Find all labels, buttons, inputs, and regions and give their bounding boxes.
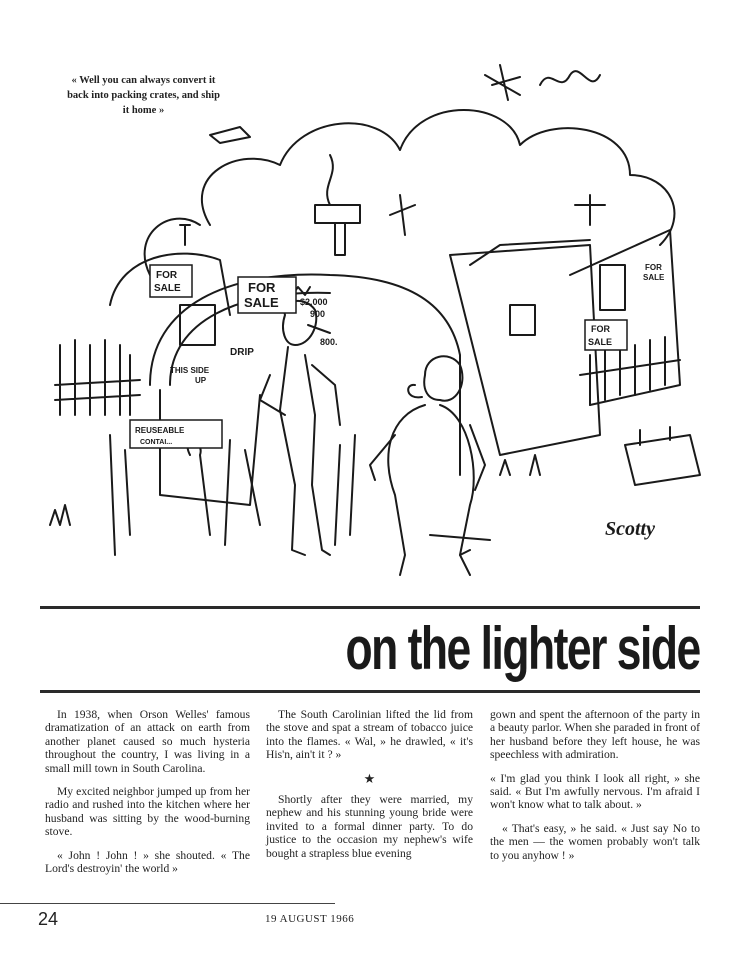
- price-tag-2: 900: [310, 309, 326, 319]
- svg-text:SALE: SALE: [588, 337, 613, 347]
- artist-signature: Scotty: [605, 518, 655, 540]
- svg-text:SALE: SALE: [244, 295, 279, 310]
- for-sale-sign-center: FOR: [248, 280, 276, 295]
- airplane: [485, 65, 520, 100]
- this-side-up-label: THIS SIDE: [170, 366, 210, 375]
- article-column-2: [266, 708, 473, 870]
- price-tag-1: $2.000: [300, 297, 328, 307]
- paragraph: « I'm glad you think I look all right, » she said. « But I'm awfully nervous. I'm afraid I won't know what to talk about. »: [490, 771, 700, 812]
- for-sale-sign-right: FOR: [591, 324, 610, 334]
- man-pointing: [370, 356, 485, 575]
- cartoon-caption: « Well you can always convert it back into packing crates, and ship it home »: [67, 75, 220, 116]
- price-tag-3: 800.: [320, 337, 338, 347]
- svg-text:CONTAI...: CONTAI...: [140, 439, 173, 446]
- article-column-1: [45, 708, 250, 885]
- for-sale-sign-far-right: FOR: [645, 263, 662, 272]
- for-sale-sign-left: FOR: [156, 270, 178, 281]
- drip-label: DRIP: [230, 347, 254, 358]
- paragraph: My excited neighbor jumped up from her radio and rushed into the kitchen where her husband was sitting by the wood-burning stove.: [45, 785, 250, 839]
- svg-text:UP: UP: [195, 376, 207, 385]
- page-number: 24: [38, 909, 59, 929]
- svg-text:SALE: SALE: [154, 283, 181, 294]
- cloud-outline: [202, 110, 675, 245]
- article-column-3: [490, 708, 700, 872]
- paragraph: Shortly after they were married, my nephew and his stunning young bride were invited to a formal dinner party. To do justice to the occasion my nephew's wife bought a strapless blue evening: [266, 793, 473, 860]
- crate: [625, 427, 700, 485]
- headline-rule-bottom: [40, 690, 700, 693]
- star-separator: ★: [363, 770, 376, 786]
- cartoon-illustration: [30, 55, 730, 595]
- man-smoking: [260, 287, 340, 555]
- picket-fence: [55, 340, 140, 415]
- issue-date: 19 AUGUST 1966: [265, 913, 355, 925]
- broken-fence: [110, 435, 355, 555]
- svg-text:SALE: SALE: [643, 273, 665, 282]
- paragraph: In 1938, when Orson Welles' famous dramatization of an attack on earth from another planet caused so much hysteria throughout the country, I was living in a small mill town in South Carolina.: [45, 708, 250, 775]
- reusable-sign: REUSEABLE: [135, 426, 185, 435]
- paragraph: gown and spent the afternoon of the party in a beauty parlor. When she paraded in front of her husband before they left house, he was speechless with admiration.: [490, 708, 701, 762]
- shed: [450, 245, 600, 455]
- paragraph: « John ! John ! » she shouted. « The Lord's destroyin' the world »: [45, 848, 250, 876]
- paragraph: « That's easy, » he said. « Just say No to the men — the women probably won't talk to you anyhow ! »: [490, 821, 700, 862]
- paragraph: The South Carolinian lifted the lid from the stove and spat a stream of tobacco juice into the flames. « Wal, » he drawled, « it's His'n, ain't it ? »: [266, 708, 473, 762]
- footer-rule: [0, 903, 335, 904]
- page-title: on the lighter side: [345, 615, 700, 682]
